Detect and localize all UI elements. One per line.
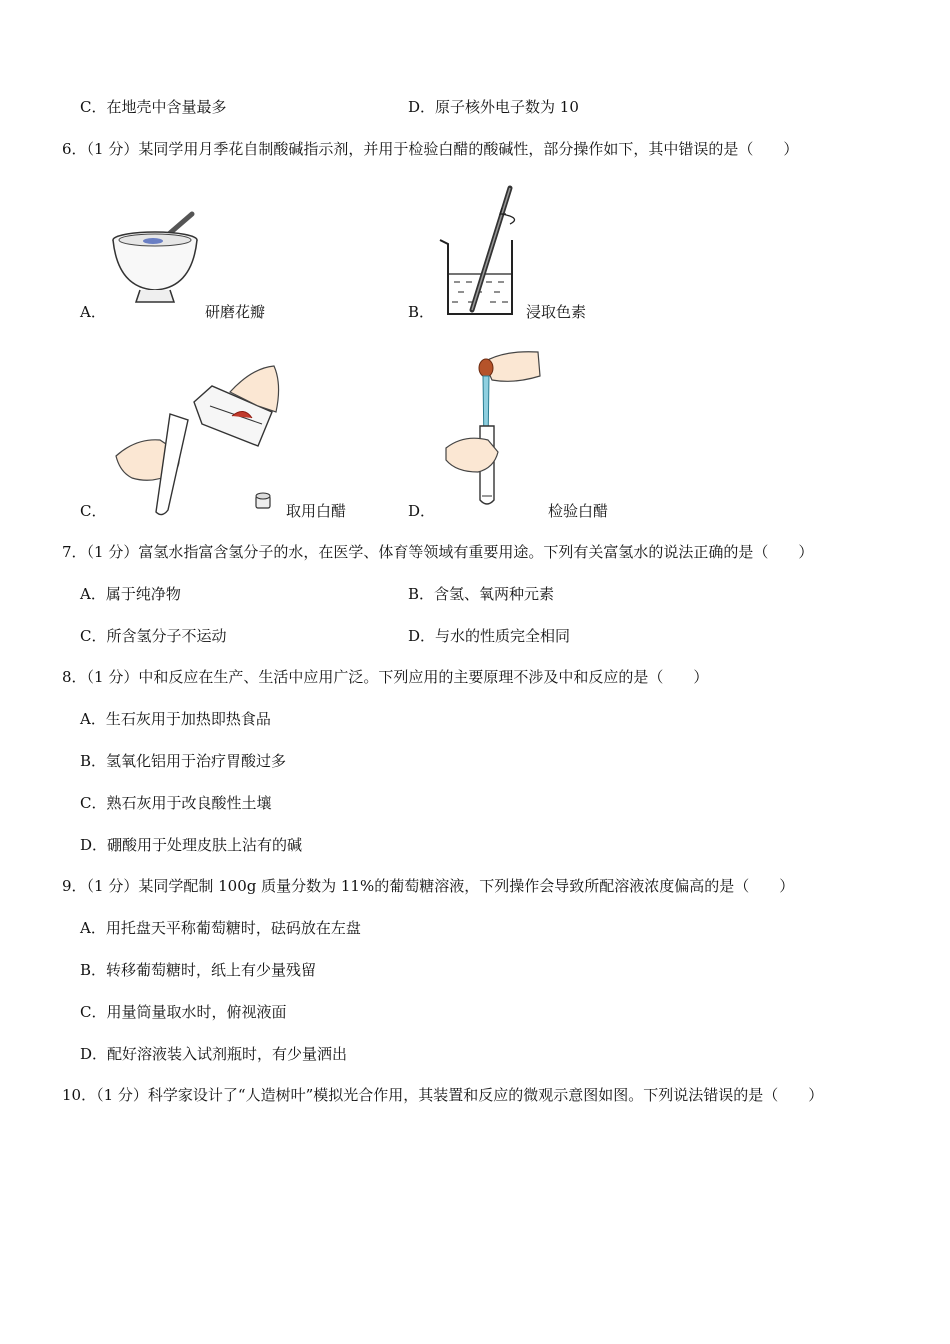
q6-option-a-letter: A． bbox=[80, 303, 106, 321]
q7-stem: 7．（1 分）富氢水指富含氢分子的水，在医学、体育等领域有重要用途。下列有关富氢水的说法正确的是（ ） bbox=[62, 543, 814, 561]
q8-option-b: B．氢氧化铝用于治疗胃酸过多 bbox=[80, 752, 287, 770]
q9-option-c: C．用量筒量取水时，俯视液面 bbox=[80, 1003, 287, 1021]
beaker-glass-rod-figure bbox=[436, 182, 526, 318]
q6-option-a-caption: 研磨花瓣 bbox=[205, 303, 266, 321]
q10-stem: 10．（1 分）科学家设计了“人造树叶”模拟光合作用，其装置和反应的微观示意图如图。下列说法错误的是（ ） bbox=[62, 1086, 824, 1104]
q6-stem: 6．（1 分）某同学用月季花自制酸碱指示剂，并用于检验白醋的酸碱性，部分操作如下，其中错误的是（ ） bbox=[62, 140, 799, 158]
q9-option-b: B．转移葡萄糖时，纸上有少量残留 bbox=[80, 961, 317, 979]
q5-option-c: C．在地壳中含量最多 bbox=[80, 98, 227, 116]
q6-option-b-caption: 浸取色素 bbox=[526, 303, 587, 321]
q6-option-c-caption: 取用白醋 bbox=[286, 502, 347, 520]
q8-option-a: A．生石灰用于加热即热食品 bbox=[80, 710, 271, 728]
q7-option-d: D．与水的性质完全相同 bbox=[408, 627, 571, 645]
mortar-pestle-figure bbox=[108, 210, 208, 310]
q9-option-d: D．配好溶液装入试剂瓶时，有少量洒出 bbox=[80, 1045, 348, 1063]
q6-option-d-letter: D． bbox=[408, 502, 436, 520]
q5-option-d: D．原子核外电子数为 10 bbox=[408, 98, 579, 116]
q6-option-d-caption: 检验白醋 bbox=[548, 502, 609, 520]
q6-option-c-letter: C． bbox=[80, 502, 107, 520]
q7-option-c: C．所含氢分子不运动 bbox=[80, 627, 227, 645]
q9-stem: 9．（1 分）某同学配制 100g 质量分数为 11%的葡萄糖溶液，下列操作会导致所配溶液浓度偏高的是（ ） bbox=[62, 877, 795, 895]
q7-option-b: B．含氢、氧两种元素 bbox=[408, 585, 555, 603]
q6-option-b-letter: B． bbox=[408, 303, 435, 321]
q8-option-c: C．熟石灰用于改良酸性土壤 bbox=[80, 794, 272, 812]
q9-option-a: A．用托盘天平称葡萄糖时，砝码放在左盘 bbox=[80, 919, 361, 937]
pouring-reagent-figure bbox=[112, 362, 284, 522]
q8-stem: 8．（1 分）中和反应在生产、生活中应用广泛。下列应用的主要原理不涉及中和反应的是（ ） bbox=[62, 668, 709, 686]
q8-option-d: D．硼酸用于处理皮肤上沾有的碱 bbox=[80, 836, 303, 854]
q7-option-a: A．属于纯净物 bbox=[80, 585, 181, 603]
dropper-test-tube-figure bbox=[440, 348, 544, 518]
